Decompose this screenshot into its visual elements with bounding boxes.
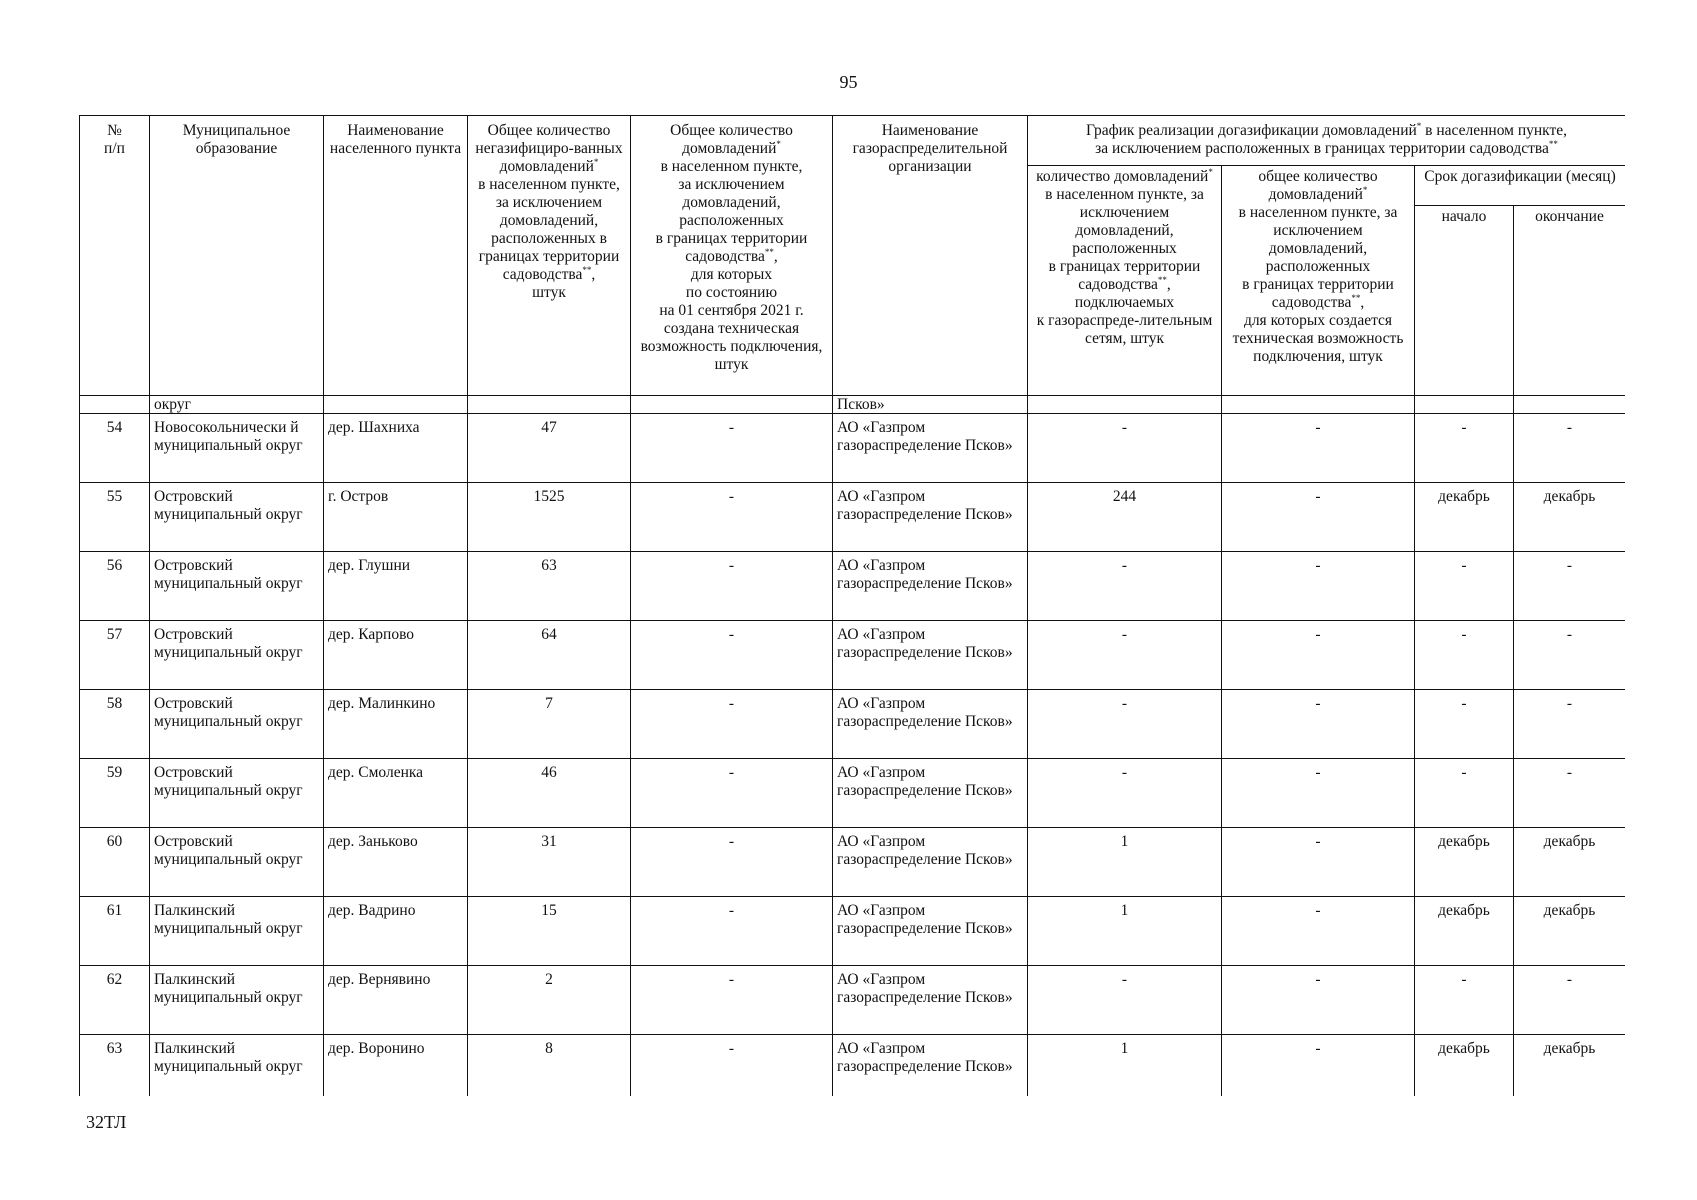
cell-start: -	[1415, 414, 1514, 483]
table-row	[80, 621, 1626, 690]
cell-connected: -	[1028, 690, 1222, 759]
cell-connected: 1	[1028, 828, 1222, 897]
cell-settlement: г. Остров	[324, 483, 468, 552]
cell-tech: -	[631, 966, 833, 1035]
cell-gas-org: АО «Газпром газораспределение Псков»	[833, 414, 1028, 483]
cell-gas-org: АО «Газпром газораспределение Псков»	[833, 897, 1028, 966]
cell-tech: -	[631, 759, 833, 828]
table-row	[80, 690, 1626, 759]
cell-total: 31	[468, 828, 631, 897]
cell-municipality: Островский муниципальный округ	[150, 828, 324, 897]
header-created: общее количество домовладений* в населенном пункте, за исключением домовладений, расположенных в границах территории садоводства**, для которых создается техническая возможность подключения, штук	[1222, 166, 1415, 396]
cell-municipality: Островский муниципальный округ	[150, 621, 324, 690]
cell-created: -	[1222, 897, 1415, 966]
cell-total: 7	[468, 690, 631, 759]
cell-end: -	[1514, 759, 1626, 828]
table-row	[80, 828, 1626, 897]
cell-num: 62	[80, 966, 150, 1035]
cell-num: 61	[80, 897, 150, 966]
cell-connected: -	[1028, 414, 1222, 483]
header-gas-org: Наименование газораспределительной организации	[833, 116, 1028, 396]
cell-start: декабрь	[1415, 1035, 1514, 1097]
cell-municipality: Палкинский муниципальный округ	[150, 1035, 324, 1097]
cell-num: 56	[80, 552, 150, 621]
cell-connected: 1	[1028, 1035, 1222, 1097]
cell-start: декабрь	[1415, 828, 1514, 897]
cell-settlement: дер. Заньково	[324, 828, 468, 897]
table-body	[80, 396, 1626, 1097]
table-row-continuation	[80, 396, 1626, 414]
cell-start: -	[1415, 690, 1514, 759]
cell-connected: 244	[1028, 483, 1222, 552]
cell-tech: -	[631, 690, 833, 759]
cell-created: -	[1222, 1035, 1415, 1097]
cell-num: 55	[80, 483, 150, 552]
cell-tech: -	[631, 897, 833, 966]
cell-created: -	[1222, 414, 1415, 483]
header-term: Срок догазификации (месяц)	[1415, 166, 1626, 206]
table-row	[80, 414, 1626, 483]
cell-start: декабрь	[1415, 483, 1514, 552]
cell-created: -	[1222, 966, 1415, 1035]
cell-total: 1525	[468, 483, 631, 552]
cell-gas-org: АО «Газпром газораспределение Псков»	[833, 759, 1028, 828]
cell-created: -	[1222, 552, 1415, 621]
cell-gas-org: АО «Газпром газораспределение Псков»	[833, 828, 1028, 897]
header-start: начало	[1415, 206, 1514, 396]
cell-tech: -	[631, 483, 833, 552]
cell-gas-org: АО «Газпром газораспределение Псков»	[833, 621, 1028, 690]
cell-settlement: дер. Малинкино	[324, 690, 468, 759]
cell-gas-org: Псков»	[833, 396, 1028, 414]
header-tech-possible: Общее количество домовладений* в населенном пункте, за исключением домовладений, расположенных в границах территории садоводства**, для которых по состоянию на 01 сентября 2021 г. создана техническая возможность подключения, штук	[631, 116, 833, 396]
cell-start: -	[1415, 966, 1514, 1035]
cell-end: -	[1514, 414, 1626, 483]
header-schedule: График реализации догазификации домовладений* в населенном пункте, за исключением расположенных в границах территории садоводства**	[1028, 116, 1626, 166]
cell-gas-org: АО «Газпром газораспределение Псков»	[833, 1035, 1028, 1097]
cell-settlement: дер. Карпово	[324, 621, 468, 690]
cell-num: 54	[80, 414, 150, 483]
table-header	[80, 116, 1626, 396]
cell-total: 2	[468, 966, 631, 1035]
gasification-table	[79, 115, 1625, 1096]
cell-start: -	[1415, 552, 1514, 621]
cell-settlement: дер. Глушни	[324, 552, 468, 621]
cell-gas-org: АО «Газпром газораспределение Псков»	[833, 552, 1028, 621]
cell-tech: -	[631, 414, 833, 483]
cell-gas-org: АО «Газпром газораспределение Псков»	[833, 483, 1028, 552]
cell-settlement: дер. Шахниха	[324, 414, 468, 483]
cell-settlement: дер. Вернявино	[324, 966, 468, 1035]
table-row	[80, 897, 1626, 966]
cell-num: 57	[80, 621, 150, 690]
cell-tech: -	[631, 828, 833, 897]
table-row	[80, 759, 1626, 828]
cell-municipality: Островский муниципальный округ	[150, 483, 324, 552]
cell-start: декабрь	[1415, 897, 1514, 966]
cell-connected: -	[1028, 759, 1222, 828]
table-row	[80, 552, 1626, 621]
cell-gas-org: АО «Газпром газораспределение Псков»	[833, 690, 1028, 759]
cell-created: -	[1222, 483, 1415, 552]
cell-municipality: Островский муниципальный округ	[150, 759, 324, 828]
cell-end: -	[1514, 621, 1626, 690]
table-row	[80, 966, 1626, 1035]
header-connected: количество домовладений* в населенном пункте, за исключением домовладений, расположенных в границах территории садоводства**, подключаемых к газораспреде-лительным сетям, штук	[1028, 166, 1222, 396]
cell-created: -	[1222, 621, 1415, 690]
cell-end: -	[1514, 690, 1626, 759]
cell-municipality: Палкинский муниципальный округ	[150, 966, 324, 1035]
cell-tech: -	[631, 1035, 833, 1097]
cell-total: 64	[468, 621, 631, 690]
cell-municipality: Палкинский муниципальный округ	[150, 897, 324, 966]
cell-connected: 1	[1028, 897, 1222, 966]
cell-tech: -	[631, 621, 833, 690]
cell-end: декабрь	[1514, 897, 1626, 966]
header-municipality: Муниципальное образование	[150, 116, 324, 396]
cell-num: 58	[80, 690, 150, 759]
cell-gas-org: АО «Газпром газораспределение Псков»	[833, 966, 1028, 1035]
cell-total: 46	[468, 759, 631, 828]
header-settlement: Наименование населенного пункта	[324, 116, 468, 396]
cell-settlement: дер. Воронино	[324, 1035, 468, 1097]
cell-total: 47	[468, 414, 631, 483]
cell-municipality: Островский муниципальный округ	[150, 690, 324, 759]
cell-num: 60	[80, 828, 150, 897]
cell-end: декабрь	[1514, 828, 1626, 897]
cell-num: 63	[80, 1035, 150, 1097]
footer-code: 32ТЛ	[86, 1112, 127, 1132]
cell-created: -	[1222, 690, 1415, 759]
cell-end: -	[1514, 552, 1626, 621]
cell-total: 8	[468, 1035, 631, 1097]
table-row	[80, 1035, 1626, 1097]
cell-settlement: дер. Смоленка	[324, 759, 468, 828]
cell-end: декабрь	[1514, 483, 1626, 552]
page-number: 95	[839, 72, 858, 92]
cell-municipality: Островский муниципальный округ	[150, 552, 324, 621]
cell-municipality: Новосокольнически й муниципальный округ	[150, 414, 324, 483]
cell-num: 59	[80, 759, 150, 828]
header-non-gasified-total: Общее количество негазифициро-ванных домовладений* в населенном пункте, за исключением домовладений, расположенных в границах территории садоводства**, штук	[468, 116, 631, 396]
cell-connected: -	[1028, 621, 1222, 690]
gasification-table-container	[79, 115, 1625, 1096]
cell-total: 63	[468, 552, 631, 621]
cell-total: 15	[468, 897, 631, 966]
cell-end: -	[1514, 966, 1626, 1035]
header-num: № п/п	[80, 116, 150, 396]
cell-municipality: округ	[150, 396, 324, 414]
cell-created: -	[1222, 759, 1415, 828]
cell-connected: -	[1028, 966, 1222, 1035]
cell-settlement: дер. Вадрино	[324, 897, 468, 966]
cell-start: -	[1415, 621, 1514, 690]
cell-end: декабрь	[1514, 1035, 1626, 1097]
cell-start: -	[1415, 759, 1514, 828]
cell-tech: -	[631, 552, 833, 621]
cell-created: -	[1222, 828, 1415, 897]
cell-connected: -	[1028, 552, 1222, 621]
table-row	[80, 483, 1626, 552]
header-end: окончание	[1514, 206, 1626, 396]
